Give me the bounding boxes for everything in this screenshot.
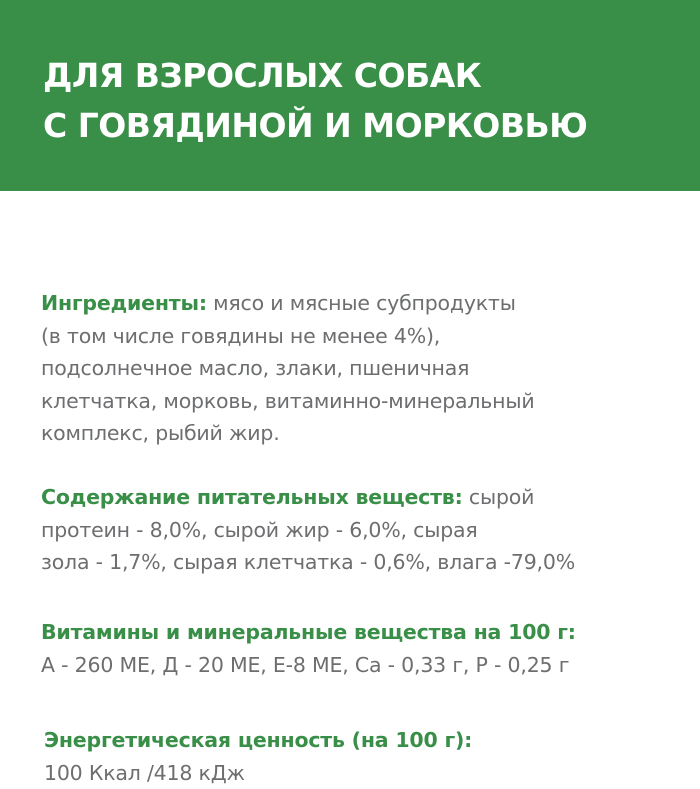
ingredients-text-1: мясо и мясные субпродукты [207, 291, 516, 315]
ingredients-text-3: подсолнечное масло, злаки, пшеничная [41, 352, 681, 385]
energy-section [44, 724, 684, 789]
nutrients-line-1 [41, 481, 681, 514]
nutrients-label: Содержание питательных веществ: [41, 485, 463, 509]
vitamins-label: Витамины и минеральные вещества на 100 г: [41, 616, 681, 649]
ingredients-text-5: комплекс, рыбий жир. [41, 417, 681, 450]
nutrients-text-1: сырой [463, 485, 535, 509]
vitamins-text: А - 260 МЕ, Д - 20 МЕ, Е-8 МЕ, Са - 0,33 г, Р - 0,25 г [41, 649, 681, 682]
product-title-line-2: С ГОВЯДИНОЙ И МОРКОВЬЮ [43, 106, 587, 146]
vitamins-section [41, 616, 681, 681]
energy-text: 100 Ккал /418 кДж [44, 757, 684, 789]
nutrients-section [41, 481, 681, 579]
ingredients-label: Ингредиенты: [41, 291, 207, 315]
product-title-line-1: ДЛЯ ВЗРОСЛЫХ СОБАК [43, 56, 481, 96]
header-banner [0, 0, 700, 191]
nutrients-text-3: зола - 1,7%, сырая клетчатка - 0,6%, влага -79,0% [41, 546, 681, 579]
ingredients-section [41, 287, 681, 450]
energy-label: Энергетическая ценность (на 100 г): [44, 724, 684, 757]
ingredients-text-2: (в том числе говядины не менее 4%), [41, 320, 681, 353]
ingredients-line-1 [41, 287, 681, 320]
ingredients-text-4: клетчатка, морковь, витаминно-минеральный [41, 385, 681, 418]
nutrients-text-2: протеин - 8,0%, сырой жир - 6,0%, сырая [41, 514, 681, 547]
